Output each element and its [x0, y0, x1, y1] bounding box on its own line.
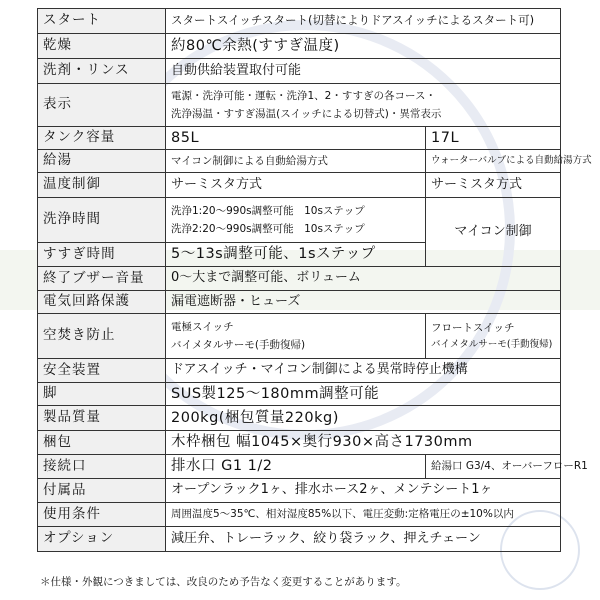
row-label-conditions: 使用条件 [38, 503, 166, 527]
table-row [38, 267, 561, 291]
display-value [166, 84, 561, 127]
row-label-legs: 脚 [38, 383, 166, 406]
table-row [38, 527, 561, 552]
footnote: ＊仕様・外観につきましては、改良のため予告なく変更することがあります。 [40, 576, 407, 588]
supply-value-b: ウォーターバルブによる自動給湯方式 [426, 150, 561, 173]
wash-time-value [166, 198, 426, 243]
row-label-tank: タンク容量 [38, 127, 166, 150]
table-row [38, 455, 561, 479]
row-label-circuit: 電気回路保護 [38, 291, 166, 314]
row-label-dryfire: 空焚き防止 [38, 314, 166, 359]
table-row [38, 127, 561, 150]
detergent-value: 自動供給装置取付可能 [166, 59, 561, 84]
dryfire-value-a [166, 314, 426, 359]
table-row [38, 503, 561, 527]
row-label-connection: 接続口 [38, 455, 166, 479]
row-label-supply: 給湯 [38, 150, 166, 173]
table-row [38, 314, 561, 359]
dryfire-a-line-2: バイメタルサーモ(手動復帰) [171, 339, 306, 351]
table-row [38, 479, 561, 503]
row-label-accessories: 付属品 [38, 479, 166, 503]
tank-value-a: 85L [166, 127, 426, 150]
safety-value: ドアスイッチ・マイコン制御による異常時停止機構 [166, 359, 561, 383]
table-row [38, 359, 561, 383]
table-row [38, 34, 561, 59]
table-row [38, 59, 561, 84]
row-label-display: 表示 [38, 84, 166, 127]
table-row [38, 291, 561, 314]
dryfire-b-line-1: フロートスイッチ [431, 321, 515, 334]
connection-value-b: 給湯口 G3/4、オーバーフローR1 [426, 455, 561, 479]
connection-value-a: 排水口 G1 1/2 [166, 455, 426, 479]
spec-table [37, 8, 592, 552]
circuit-value: 漏電遮断器・ヒューズ [166, 291, 561, 314]
dryfire-value-b [426, 314, 561, 359]
legs-value: SUS製125～180mm調整可能 [166, 383, 561, 406]
row-label-weight: 製品質量 [38, 406, 166, 431]
table-row [38, 84, 561, 127]
row-label-rinse-time: すすぎ時間 [38, 243, 166, 267]
row-label-packing: 梱包 [38, 431, 166, 455]
temp-value-a: サーミスタ方式 [166, 173, 426, 198]
table-row [38, 173, 561, 198]
table-row [38, 383, 561, 406]
row-label-start: スタート [38, 9, 166, 34]
row-label-safety: 安全装置 [38, 359, 166, 383]
start-value: スタートスイッチスタート(切替によりドアスイッチによるスタート可) [166, 9, 561, 34]
row-label-buzzer: 終了ブザー音量 [38, 267, 166, 291]
tank-value-b: 17L [426, 127, 561, 150]
wash-time-line-1: 洗浄1:20～990s調整可能 10sステップ [171, 204, 365, 217]
display-line-2: 洗浄湯温・すすぎ湯温(スイッチによる切替式)・異常表示 [171, 107, 442, 120]
table-row [38, 431, 561, 455]
buzzer-value: 0～大まで調整可能、ボリューム [166, 267, 561, 291]
dry-value: 約80℃余熱(すすぎ温度) [166, 34, 561, 59]
table-row [38, 198, 561, 243]
dryfire-b-line-2: バイメタルサーモ(手動復帰) [431, 338, 553, 350]
options-value: 減圧弁、トレーラック、絞り袋ラック、押えチェーン [166, 527, 561, 552]
table-row [38, 9, 561, 34]
weight-value: 200kg(梱包質量220kg) [166, 406, 561, 431]
row-label-wash-time: 洗浄時間 [38, 198, 166, 243]
temp-value-b: サーミスタ方式 [426, 173, 561, 198]
supply-value-a: マイコン制御による自動給湯方式 [166, 150, 426, 173]
row-label-options: オプション [38, 527, 166, 552]
conditions-value: 周囲温度5～35℃、相対湿度85%以下、電圧変動:定格電圧の±10%以内 [166, 503, 561, 527]
display-line-1: 電源・洗浄可能・運転・洗浄1、2・すすぎの各コース・ [171, 90, 436, 103]
row-label-dry: 乾燥 [38, 34, 166, 59]
microcomputer-control: マイコン制御 [426, 198, 561, 267]
packing-value: 木枠梱包 幅1045×奥行930×高さ1730mm [166, 431, 561, 455]
wash-time-line-2: 洗浄2:20～990s調整可能 10sステップ [171, 223, 365, 235]
accessories-value: オープンラック1ヶ、排水ホース2ヶ、メンテシート1ヶ [166, 479, 561, 503]
row-label-temp: 温度制御 [38, 173, 166, 198]
table-row [38, 150, 561, 173]
rinse-time-value: 5～13s調整可能、1sステップ [166, 243, 426, 267]
dryfire-a-line-1: 電極スイッチ [171, 320, 234, 333]
row-label-detergent: 洗剤・リンス [38, 59, 166, 84]
table-row [38, 406, 561, 431]
